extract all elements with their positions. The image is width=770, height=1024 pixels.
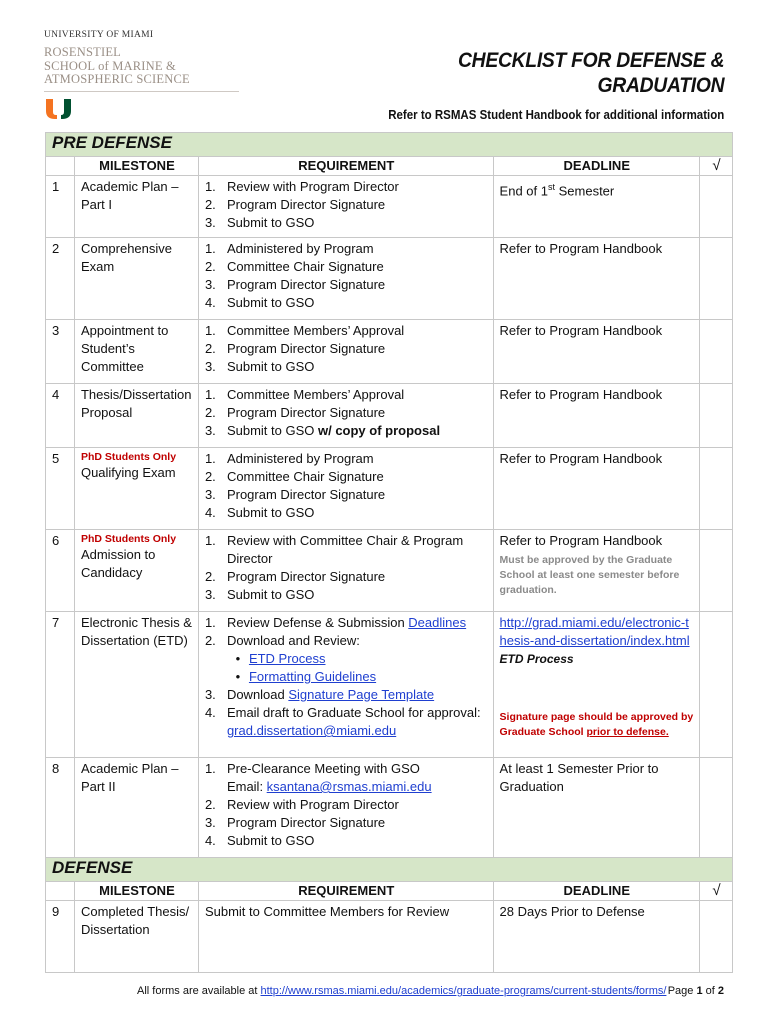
column-deadline: DEADLINE: [493, 882, 699, 901]
milestone-cell: Comprehensive Exam: [74, 238, 198, 320]
check-cell[interactable]: [700, 320, 733, 384]
checkmark-icon: √: [700, 882, 733, 901]
row-number: 6: [46, 530, 75, 612]
document-subtitle: Refer to RSMAS Student Handbook for additional information: [387, 108, 724, 122]
university-logo: [44, 30, 244, 120]
deadlines-link[interactable]: Deadlines: [408, 615, 467, 630]
requirement-cell: 1. Committee Members’ Approval 2. Program Director Signature 3. Submit to GSO: [198, 320, 493, 384]
logo-divider: [44, 91, 239, 92]
deadline-note: Must be approved by the Graduate School at least one semester before graduation.: [499, 554, 680, 596]
requirement-cell: 1. Review Defense & Submission Deadlines 2. Download and Review: • ETD Process • Formatting Guidelines 3. Download Signature Page Template 4. Email draft to Graduate School for approval: grad.dissertation@miami.edu: [198, 612, 493, 758]
requirement-cell: 1. Administered by Program 2. Committee Chair Signature 3. Program Director Signature 4. Submit to GSO: [198, 448, 493, 530]
table-row: [46, 320, 733, 384]
column-header-row: [46, 882, 733, 901]
column-requirement: REQUIREMENT: [198, 157, 493, 176]
column-deadline: DEADLINE: [493, 157, 699, 176]
deadline-cell: Refer to Program Handbook: [493, 238, 699, 320]
table-row: [46, 238, 733, 320]
deadline-cell: End of 1st Semester: [493, 176, 699, 238]
university-name: UNIVERSITY OF MIAMI: [44, 30, 154, 40]
grad-dissertation-email-link[interactable]: grad.dissertation@miami.edu: [226, 723, 397, 738]
check-cell[interactable]: [700, 176, 733, 238]
checkmark-icon: √: [700, 157, 733, 176]
column-header-row: [46, 157, 733, 176]
table-row: [46, 758, 733, 858]
table-row: [46, 384, 733, 448]
milestone-cell: Completed Thesis/ Dissertation: [74, 901, 198, 973]
milestone-cell: Academic Plan – Part I: [74, 176, 198, 238]
row-number: 1: [46, 176, 75, 238]
check-cell[interactable]: [700, 238, 733, 320]
check-cell[interactable]: [700, 901, 733, 973]
forms-url-link[interactable]: http://www.rsmas.miami.edu/academics/graduate-programs/current-students/forms/: [260, 985, 667, 997]
etd-process-link[interactable]: ETD Process: [248, 651, 326, 666]
row-number: 5: [46, 448, 75, 530]
row-number: 2: [46, 238, 75, 320]
section-header-pre-defense: PRE DEFENSE: [46, 133, 733, 157]
milestone-cell: PhD Students Only Qualifying Exam: [74, 448, 198, 530]
table-row: [46, 176, 733, 238]
row-number: 7: [46, 612, 75, 758]
school-name: ROSENSTIEL SCHOOL of MARINE & ATMOSPHERIC SCIENCE: [44, 45, 190, 86]
row-number: 4: [46, 384, 75, 448]
requirement-cell: 1. Review with Program Director 2. Program Director Signature 3. Submit to GSO: [198, 176, 493, 238]
milestone-cell: Academic Plan – Part II: [74, 758, 198, 858]
signature-warning: Signature page should be approved by Graduate School prior to defense.: [499, 711, 694, 738]
check-cell[interactable]: [700, 612, 733, 758]
check-cell[interactable]: [700, 448, 733, 530]
gso-email-link[interactable]: ksantana@rsmas.miami.edu: [266, 779, 432, 794]
deadline-cell: Refer to Program Handbook: [493, 320, 699, 384]
phd-only-badge: PhD Students Only: [80, 451, 177, 463]
column-milestone: MILESTONE: [74, 157, 198, 176]
signature-page-template-link[interactable]: Signature Page Template: [288, 687, 435, 702]
etd-process-label: ETD Process: [499, 652, 574, 666]
requirement-cell: 1. Review with Committee Chair & Program Director 2. Program Director Signature 3. Submit to GSO: [198, 530, 493, 612]
section-header-defense: DEFENSE: [46, 858, 733, 882]
table-row: [46, 901, 733, 973]
deadline-cell: 28 Days Prior to Defense: [493, 901, 699, 973]
table-row: [46, 448, 733, 530]
requirement-cell: 1. Pre-Clearance Meeting with GSO Email: ksantana@rsmas.miami.edu 2. Review with Program Director 3. Program Director Signature 4. Submit to GSO: [198, 758, 493, 858]
deadline-cell: Refer to Program Handbook: [493, 448, 699, 530]
document-title: CHECKLIST FOR DEFENSE & GRADUATION: [457, 49, 724, 97]
formatting-guidelines-link[interactable]: Formatting Guidelines: [248, 669, 377, 684]
deadline-cell: Refer to Program Handbook: [493, 384, 699, 448]
row-number: 8: [46, 758, 75, 858]
checklist-table: [45, 132, 733, 973]
check-cell[interactable]: [700, 384, 733, 448]
requirement-cell: 1. Committee Members’ Approval 2. Program Director Signature 3. Submit to GSO w/ copy of proposal: [198, 384, 493, 448]
check-cell[interactable]: [700, 758, 733, 858]
forms-note: All forms are available at http://www.rsmas.miami.edu/academics/graduate-programs/current-students/forms/: [137, 985, 667, 997]
etd-url-link[interactable]: http://grad.miami.edu/electronic-thesis-and-dissertation/index.html: [499, 615, 690, 648]
milestone-cell: Electronic Thesis & Dissertation (ETD): [74, 612, 198, 758]
milestone-cell: Thesis/Dissertation Proposal: [74, 384, 198, 448]
deadline-cell: Refer to Program Handbook Must be approved by the Graduate School at least one semester before graduation.: [493, 530, 699, 612]
row-number: 9: [46, 901, 75, 973]
table-row: [46, 530, 733, 612]
u-logo-icon: [44, 98, 244, 120]
document-title-block: [359, 48, 724, 122]
requirement-cell: Submit to Committee Members for Review: [198, 901, 493, 973]
phd-only-badge: PhD Students Only: [80, 533, 177, 545]
milestone-cell: Appointment to Student’s Committee: [74, 320, 198, 384]
row-number: 3: [46, 320, 75, 384]
table-row: [46, 612, 733, 758]
deadline-cell: [493, 612, 699, 758]
deadline-cell: At least 1 Semester Prior to Graduation: [493, 758, 699, 858]
milestone-cell: PhD Students Only Admission to Candidacy: [74, 530, 198, 612]
page-number: Page 1 of 2: [667, 985, 724, 997]
requirement-cell: 1. Administered by Program 2. Committee Chair Signature 3. Program Director Signature 4. Submit to GSO: [198, 238, 493, 320]
check-cell[interactable]: [700, 530, 733, 612]
column-requirement: REQUIREMENT: [198, 882, 493, 901]
column-milestone: MILESTONE: [74, 882, 198, 901]
